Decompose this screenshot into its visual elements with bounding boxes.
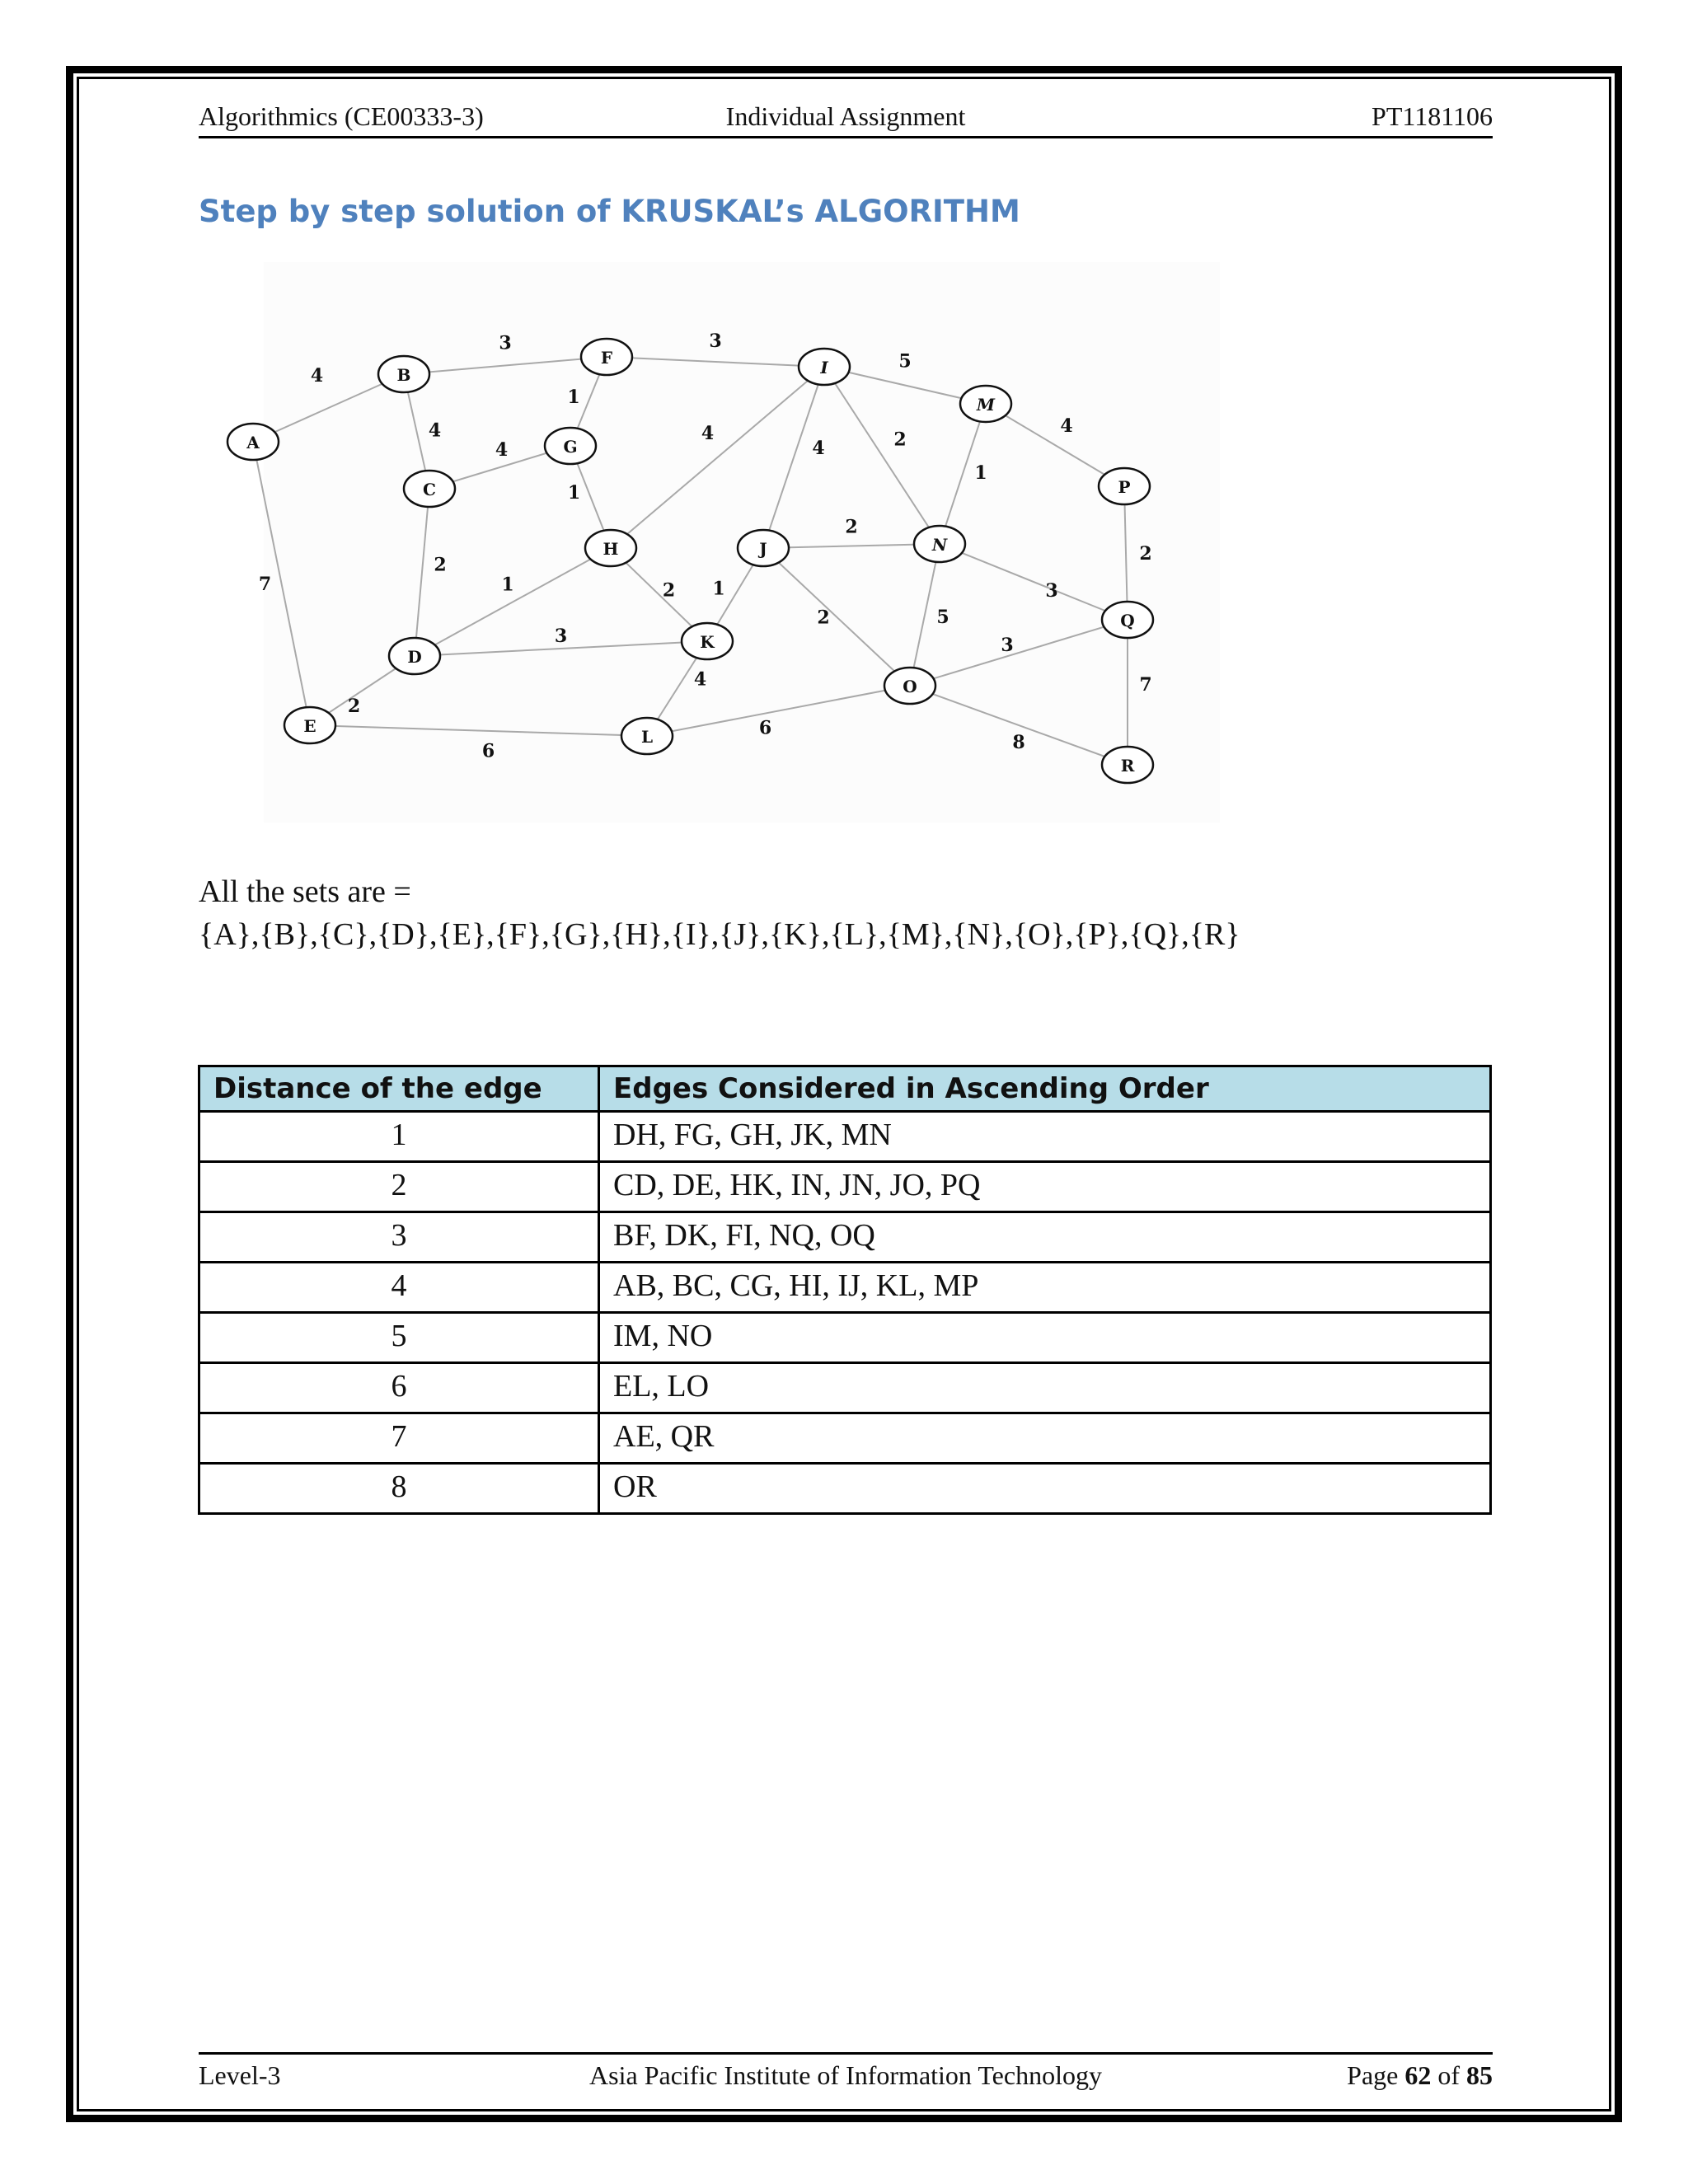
node-label: L: [640, 727, 654, 747]
distance-cell: 4: [199, 1263, 599, 1313]
edge-weight-label: 4: [428, 419, 442, 442]
node-label: F: [600, 348, 613, 368]
distance-cell: 1: [199, 1112, 599, 1162]
node-label: C: [423, 480, 436, 499]
edge-weight-label: 1: [501, 574, 514, 596]
table-row: [199, 1313, 1491, 1363]
node-label: R: [1120, 756, 1135, 776]
edge-weight-label: 2: [347, 696, 361, 717]
node-label: E: [303, 716, 316, 736]
edge-weight-label: 7: [258, 574, 272, 595]
edge-weight-label: 6: [481, 740, 495, 762]
edge-weight-label: 3: [709, 330, 722, 352]
table-header-row: [199, 1066, 1491, 1112]
edge-IN: [824, 367, 940, 544]
edge-weight-label: 6: [758, 717, 772, 739]
page-prefix: Page: [1347, 2060, 1399, 2090]
distance-cell: 7: [199, 1413, 599, 1464]
edge-weight-label: 2: [434, 554, 447, 576]
edge-weight-label: 3: [1045, 580, 1058, 602]
edge-weight-label: 2: [845, 516, 858, 538]
edge-CD: [415, 489, 429, 656]
header-assignment: Individual Assignment: [725, 101, 966, 131]
edge-FI: [607, 357, 824, 367]
edge-weight-label: 4: [1060, 415, 1073, 437]
table-row: [199, 1212, 1491, 1263]
node-label: D: [407, 647, 422, 667]
edges-cell: BF, DK, FI, NQ, OQ: [599, 1212, 1491, 1263]
graph-diagram: [246, 262, 1220, 823]
footer-page-number: [1347, 2055, 1493, 2096]
edge-weight-label: 1: [567, 482, 581, 504]
table-row: [199, 1112, 1491, 1162]
node-label: P: [1118, 477, 1131, 497]
edge-JO: [763, 548, 910, 686]
edge-IH: [611, 367, 824, 548]
edge-weight-label: 4: [812, 438, 825, 459]
page-header: [199, 96, 1493, 138]
edge-weight-label: 5: [898, 350, 912, 373]
distance-cell: 6: [199, 1363, 599, 1413]
page-current: 62: [1404, 2060, 1432, 2090]
page-footer: [199, 2052, 1493, 2096]
edge-weight-label: 2: [893, 429, 907, 451]
distance-cell: 5: [199, 1313, 599, 1363]
node-label: M: [976, 395, 996, 415]
edge-OQ: [910, 620, 1128, 686]
edge-LO: [647, 686, 910, 736]
page-total: 85: [1466, 2060, 1493, 2090]
edge-weight-label: 5: [936, 607, 950, 628]
edge-weight-label: 4: [495, 439, 509, 461]
node-label: Q: [1120, 611, 1135, 630]
column-header-edges: Edges Considered in Ascending Order: [599, 1066, 1491, 1112]
node-label: A: [246, 433, 260, 452]
page-title: Step by step solution of KRUSKAL’s ALGORITHM: [199, 194, 1020, 229]
footer-level: Level-3: [199, 2060, 281, 2090]
distance-cell: 8: [199, 1464, 599, 1514]
node-label: N: [931, 535, 948, 555]
graph-figure: [246, 262, 1220, 823]
edge-EL: [310, 725, 647, 736]
edges-table: [198, 1065, 1492, 1515]
column-header-distance: Distance of the edge: [199, 1066, 599, 1112]
node-label: O: [903, 677, 917, 696]
edge-weight-label: 7: [1139, 674, 1152, 696]
sets-list: {A},{B},{C},{D},{E},{F},{G},{H},{I},{J},{K},{L},{M},{N},{O},{P},{Q},{R}: [199, 917, 1240, 952]
table-row: [199, 1464, 1491, 1514]
sets-label: All the sets are =: [199, 874, 411, 909]
node-label: I: [820, 358, 828, 377]
footer-institute: Asia Pacific Institute of Information Technology: [589, 2060, 1102, 2090]
edges-cell: AE, QR: [599, 1413, 1491, 1464]
table-row: [199, 1363, 1491, 1413]
edges-cell: IM, NO: [599, 1313, 1491, 1363]
edge-weight-label: 1: [712, 578, 725, 600]
table-row: [199, 1413, 1491, 1464]
edge-weight-label: 4: [693, 668, 707, 691]
edges-cell: AB, BC, CG, HI, IJ, KL, MP: [599, 1263, 1491, 1313]
edge-NQ: [940, 544, 1128, 620]
node-label: G: [563, 437, 578, 457]
node-label: K: [700, 632, 715, 652]
distance-cell: 2: [199, 1162, 599, 1212]
node-label: H: [603, 539, 619, 559]
edge-MP: [986, 404, 1124, 486]
table-row: [199, 1162, 1491, 1212]
edge-weight-label: 3: [499, 332, 512, 354]
edge-weight-label: 2: [662, 579, 676, 602]
node-label: B: [396, 365, 411, 385]
edges-cell: DH, FG, GH, JK, MN: [599, 1112, 1491, 1162]
header-student-id: PT1181106: [1372, 101, 1493, 131]
edge-weight-label: 1: [974, 462, 987, 484]
edges-cell: OR: [599, 1464, 1491, 1514]
edge-BF: [404, 357, 607, 374]
edge-weight-label: 2: [817, 607, 830, 629]
edge-NO: [910, 544, 940, 686]
edge-PQ: [1124, 486, 1128, 620]
edge-weight-label: 3: [1001, 635, 1014, 656]
page-of: of: [1437, 2060, 1460, 2090]
table-row: [199, 1263, 1491, 1313]
edge-weight-label: 1: [567, 387, 580, 408]
edge-weight-label: 4: [310, 365, 324, 387]
distance-cell: 3: [199, 1212, 599, 1263]
header-course: Algorithmics (CE00333-3): [199, 101, 484, 131]
node-label: J: [759, 539, 767, 559]
edges-cell: CD, DE, HK, IN, JN, JO, PQ: [599, 1162, 1491, 1212]
edge-weight-label: 2: [1139, 543, 1152, 565]
edges-cell: EL, LO: [599, 1363, 1491, 1413]
edge-weight-label: 4: [701, 423, 715, 444]
edge-weight-label: 8: [1012, 732, 1025, 753]
edge-weight-label: 3: [554, 626, 568, 647]
